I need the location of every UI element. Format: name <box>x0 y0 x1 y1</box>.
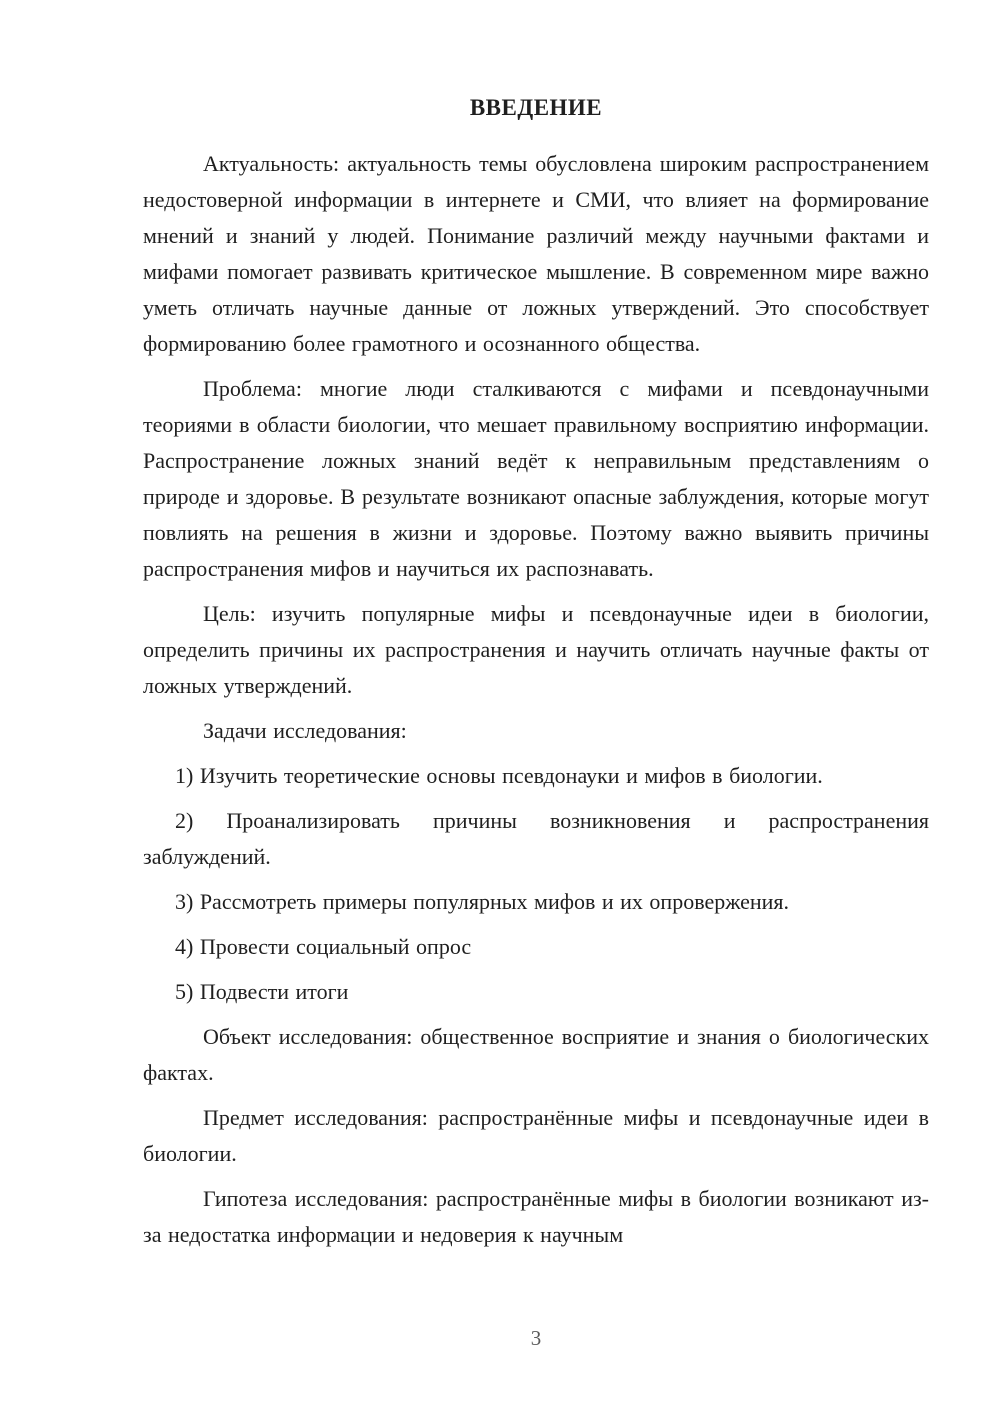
page-content <box>143 92 929 1262</box>
paragraph: Предмет исследования: распространённые мифы и псевдонаучные идеи в биологии. <box>143 1105 929 1166</box>
paragraph: Проблема: многие люди сталкиваются с мифами и псевдонаучными теориями в области биологии, что мешает правильному восприятию информации. Распространение ложных знаний ведёт к неправильным представлениям о природе и здоровье. В результате возникают опасные заблуждения, которые могут повлиять на решения в жизни и здоровье. Поэтому важно выявить причины распространения мифов и научиться их распознавать. <box>143 376 929 581</box>
paragraph: Гипотеза исследования: распространённые мифы в биологии возникают из-за недостатка информации и недоверия к научным <box>143 1186 929 1247</box>
list-item: 2) Проанализировать причины возникновения и распространения заблуждений. <box>143 808 929 869</box>
paragraph: Объект исследования: общественное восприятие и знания о биологических фактах. <box>143 1024 929 1085</box>
list-item: 4) Провести социальный опрос <box>175 934 472 959</box>
paragraph-container <box>143 146 929 1253</box>
paragraph: Цель: изучить популярные мифы и псевдонаучные идеи в биологии, определить причины их распространения и научить отличать научные факты от ложных утверждений. <box>143 601 929 698</box>
list-item: 3) Рассмотреть примеры популярных мифов и их опровержения. <box>175 889 790 914</box>
list-item: 1) Изучить теоретические основы псевдонауки и мифов в биологии. <box>175 763 823 788</box>
paragraph: Актуальность: актуальность темы обусловлена широким распространением недостоверной информации в интернете и СМИ, что влияет на формирование мнений и знаний у людей. Понимание различий между научными фактами и мифами помогает развивать критическое мышление. В современном мире важно уметь отличать научные данные от ложных утверждений. Это способствует формированию более грамотного и осознанного общества. <box>143 151 929 356</box>
page-number: 3 <box>530 1326 542 1350</box>
list-item: 5) Подвести итоги <box>175 979 349 1004</box>
document-heading: ВВЕДЕНИЕ <box>469 95 603 120</box>
paragraph: Задачи исследования: <box>203 718 407 743</box>
